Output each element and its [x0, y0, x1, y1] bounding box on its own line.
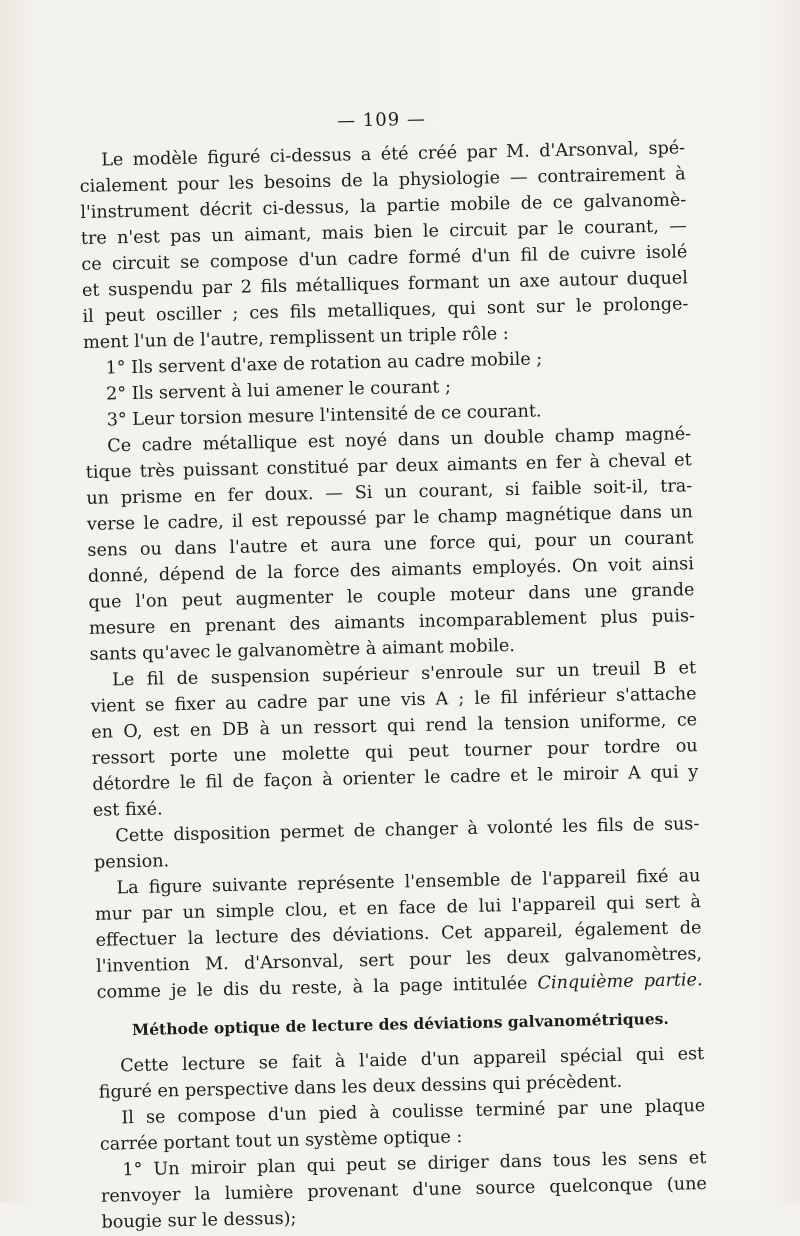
text-line: sens ou dans l'autre et aura une force qui, pour un courant [87, 528, 694, 561]
text-line: tique très puissant constitué par deux aimants en fer à cheval et [85, 450, 692, 483]
text-line: Il se compose d'un pied à coulisse terminé par une plaque [121, 1096, 706, 1129]
page-number: — 109 — [336, 108, 427, 132]
text-line: est fixé. [92, 799, 163, 821]
text-line: sants qu'avec le galvanomètre à aimant mobile. [89, 635, 516, 665]
text-line: figuré en perspective dans les deux dessins qui précèdent. [98, 1071, 623, 1103]
text-line: tre n'est pas un aimant, mais bien le circuit par le courant, — [80, 216, 687, 249]
text-line: vient se fixer au cadre par une vis A ; le fil inférieur s'attache [90, 684, 697, 717]
section-heading: Méthode optique de lecture des déviations galvanométriques. [131, 1008, 669, 1040]
text-line: Cette lecture se fait à l'aide d'un appareil spécial qui est [120, 1044, 705, 1077]
page-text [78, 87, 708, 1235]
text-line: ce circuit se compose d'un cadre formé d'un fil de cuivre isolé [81, 242, 688, 275]
text-line: en O, est en DB à un ressort qui rend la tension uniforme, ce [91, 710, 698, 743]
text-line: mesure en prenant des aimants incomparablement plus puis- [88, 606, 696, 639]
text-line: ressort porte une molette qui peut tourner pour tordre ou [91, 736, 698, 769]
text-line: ment l'un de l'autre, remplissent un triple rôle : [82, 324, 509, 353]
paragraph-magnetic-field [85, 421, 696, 668]
paragraph-suspension-wire [90, 655, 699, 824]
text-line: un prisme en fer doux. — Si un courant, si faible soit-il, tra- [86, 476, 693, 509]
paragraph-arsonval-model [79, 135, 689, 356]
text-line: carrée portant tout un système optique : [99, 1127, 463, 1155]
text-line: cialement pour les besoins de la physiologie — contrairement à [79, 164, 686, 197]
text-line: que l'on peut augmenter le couple moteur dans une grande [88, 580, 695, 613]
text-line: détordre le fil de façon à orienter le cadre et le miroir A qui y [92, 762, 699, 795]
text-line: Cette disposition permet de changer à volonté les fils de sus- [115, 814, 700, 847]
text-line: l'invention M. d'Arsonval, sert pour les deux galvanomètres, [95, 944, 703, 977]
text-line: Ce cadre métallique est noyé dans un double champ magné- [107, 424, 692, 457]
text-line: verse le cadre, il est repoussé par le champ magnétique dans un [86, 502, 693, 535]
text-line: 1° Ils servent d'axe de rotation au cadre mobile ; [105, 349, 543, 379]
text-line-prefix: comme je le dis du reste, à la page intitulée [96, 973, 538, 1003]
text-line: mur par un simple clou, et en face de lui l'appareil qui sert à [94, 892, 702, 925]
text-line: 3° Leur torsion mesure l'intensité de ce courant. [106, 401, 542, 431]
text-line: effectuer la lecture des déviations. Cet appareil, également de [95, 918, 702, 951]
text-line: bougie sur le dessus); [101, 1208, 297, 1233]
text-line: renvoyer la lumière provenant d'une source quelconque (une [100, 1174, 708, 1207]
paragraph-mirror [100, 1145, 708, 1236]
text-line: Le fil de suspension supérieur s'enroule sur un treuil B et [111, 658, 697, 691]
text-line: donné, dépend de la force des aimants employés. On voit ainsi [87, 554, 695, 587]
cross-reference-title: Cinquième partie. [537, 970, 703, 994]
paragraph-following-figure [94, 863, 703, 1006]
text-line: pension. [93, 851, 170, 873]
text-line: 2° Ils servent à lui amener le courant ; [105, 377, 452, 405]
text-line: 1° Un miroir plan qui peut se diriger dans tous les sens et [122, 1148, 707, 1181]
text-line: et suspendu par 2 fils métalliques formant un axe autour duquel [81, 268, 689, 301]
text-line: La figure suivante représente l'ensemble de l'appareil fixé au [116, 866, 701, 899]
text-line: il peut osciller ; ces fils metalliques, qui sont sur le prolonge- [82, 294, 689, 327]
text-line: Le modèle figuré ci-dessus a été créé par M. d'Arsonval, spé- [101, 138, 686, 171]
text-line: l'instrument décrit ci-dessus, la partie mobile de ce galvanomè- [80, 190, 687, 223]
